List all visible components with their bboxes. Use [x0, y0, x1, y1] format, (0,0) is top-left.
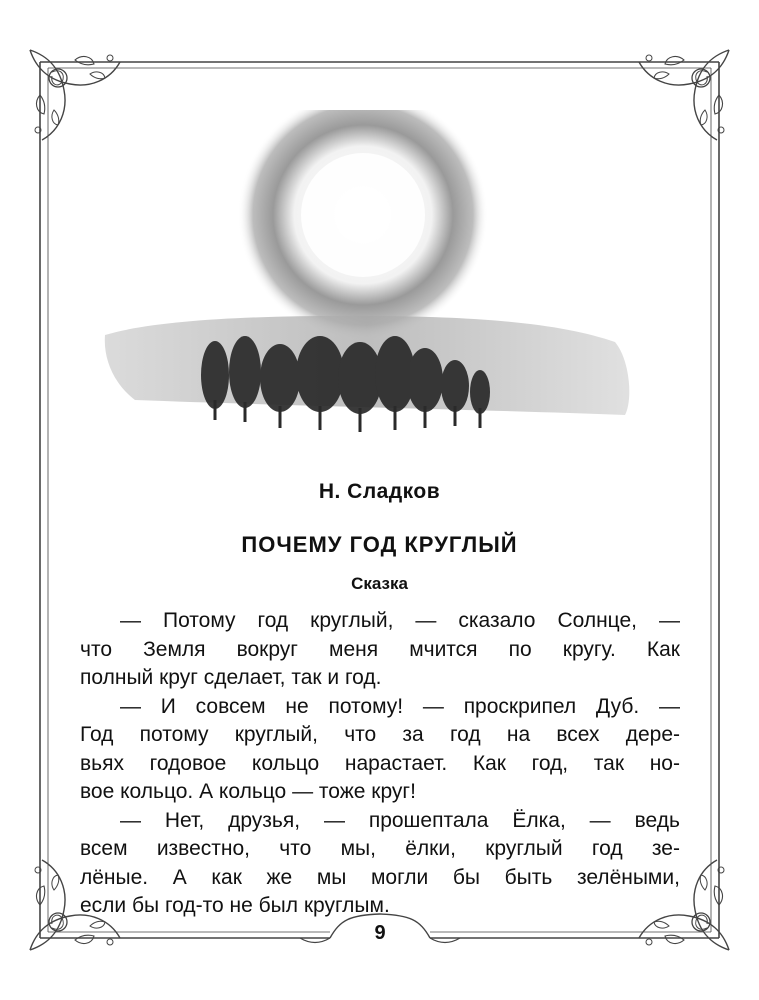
author-name: Н. Сладков	[318, 480, 441, 503]
story-line: если бы год-то не был круглым.	[80, 894, 390, 917]
story-line: — Нет, друзья, — прошептала Ёлка, — ведь	[120, 808, 680, 832]
story-line: — И совсем не потому! — проскрипел Дуб. —	[120, 694, 680, 718]
story-line: — Потому год круглый, — сказало Солнце, —	[120, 609, 680, 632]
story-line: вое кольцо. А кольцо — тоже круг!	[80, 780, 416, 803]
story-line: вьях годовое кольцо нарастает. Как год, так но-	[80, 751, 680, 775]
story-line: что Земля вокруг меня мчится по кругу. Как	[80, 637, 680, 661]
story-genre: Сказка	[351, 574, 408, 593]
story-line: Год потому круглый, что за год на всех дере-	[80, 723, 680, 746]
story-text	[80, 607, 680, 921]
story-title: ПОЧЕМУ ГОД КРУГЛЫЙ	[241, 532, 518, 557]
page-number: 9	[374, 922, 386, 944]
story-line: всем известно, что мы, ёлки, круглый год зе-	[80, 837, 680, 860]
story-line: лёные. А как же мы могли бы быть зелёными,	[80, 865, 680, 889]
story-line: полный круг сделает, так и год.	[80, 666, 382, 689]
watercolor-sun-over-forest-icon	[95, 110, 645, 450]
